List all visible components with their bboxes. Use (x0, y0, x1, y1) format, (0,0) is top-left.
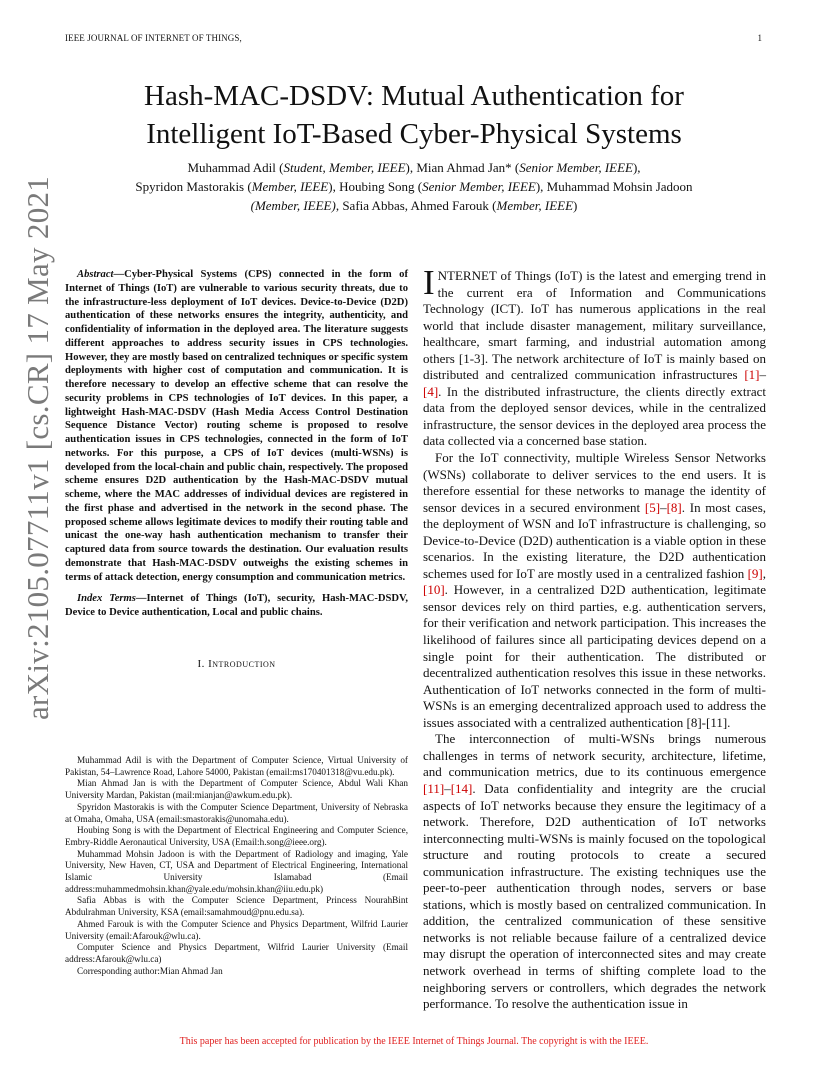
author-text: Muhammad Adil ( (187, 160, 284, 175)
citation-link[interactable]: [5] (644, 499, 661, 515)
citation-link[interactable]: [11] (423, 780, 445, 796)
citation-link[interactable]: [4] (423, 383, 439, 399)
paragraph-text: The interconnection of multi-WSNs brings numerous challenges in terms of network security, architecture, lifetime, and communication metrics, due to its continuous emergence (423, 731, 766, 780)
footnote: Muhammad Mohsin Jadoon is with the Department of Radiology and imaging, Yale University, New Haven, CT, USA and Department of Electrical Engineering, International Islamic University Islamabad (Email address:muhammedmohsin.khan@yale.edu/mohsin.khan@iiu.edu.pk) (65, 848, 408, 894)
author-text: ), Muhammad Mohsin Jadoon (535, 179, 693, 194)
section-number: I. (197, 657, 209, 670)
author-text: , Safia Abbas, Ahmed Farouk ( (335, 198, 497, 213)
paragraph-text: . In the distributed infrastructure, the clients directly extract data from the deployed sensor devices, while in the centralized infrastructure, the sensor devices in the deployed area process the data collected via a concerned base station. (423, 383, 766, 449)
citation-link[interactable]: [14] (450, 780, 473, 796)
paragraph-text: – (660, 499, 667, 515)
footnote: Houbing Song is with the Department of Electrical Engineering and Computer Science, Embry-Riddle Aeronautical University, USA (Email:h.song@ieee.org). (65, 825, 408, 847)
author-role: Senior Member, IEEE (519, 160, 633, 175)
citation-link[interactable]: [1] (744, 367, 760, 383)
author-list (80, 158, 748, 215)
citation-link[interactable]: [10] (423, 582, 445, 598)
publication-notice: This paper has been accepted for publication by the IEEE Internet of Things Journal. The copyright is with the IEEE. (179, 1036, 649, 1047)
intro-paragraph-2 (423, 450, 766, 731)
footnote: Ahmed Farouk is with the Computer Science and Physics Department, Wilfrid Laurier University (email:Afarouk@wlu.ca). (65, 918, 408, 941)
paper-title (60, 77, 768, 153)
footnote: Mian Ahmad Jan is with the Department of Computer Science, Abdul Wali Khan University Mardan, Pakistan (mail:mianjan@awkum.edu.pk). (65, 778, 408, 801)
left-column (65, 268, 408, 670)
intro-paragraph-3 (423, 731, 766, 1012)
author-text: ), Mian Ahmad Jan* ( (405, 160, 520, 175)
abstract (65, 268, 408, 584)
author-text: Spyridon Mastorakis ( (135, 179, 252, 194)
title-line-1: Hash-MAC-DSDV: Mutual Authentication for (144, 80, 684, 112)
author-footnotes (65, 755, 408, 977)
journal-header: IEEE JOURNAL OF INTERNET OF THINGS, (65, 33, 242, 43)
footnote: Corresponding author:Mian Ahmad Jan (77, 965, 223, 976)
paragraph-text: – (444, 780, 451, 796)
section-heading (65, 658, 408, 670)
paragraph-text: . Data confidentiality and integrity are the crucial aspects of IoT networks because they ensure the legitimacy of a network. Therefore, D2D authentication of IoT networks interconnecting multi-WSNs is mainly focused on the topological structure and routing protocols to create a secured communication infrastructure. The existing techniques use the peer-to-peer authentication through nodes, servers or base stations, which is mostly based on centralized communication. In addition, the centralized communication of these sensitive networks is not reliable because failure of a centralized device may disrupt the operation of interconnected sites and may create network overhead in terms of shifting complete load to the neighboring servers or controllers, which degrades the network performance. To resolve the authentication issue in (423, 780, 766, 1012)
abstract-label: Abstract (77, 269, 114, 280)
index-terms-text: —Internet of Things (IoT), security, Hash-MAC-DSDV, Device to Device authentication, Local and public chains. (65, 593, 408, 618)
footnote: Safia Abbas is with the Computer Science Department, Princess NourahBint Abdulrahman University, KSA (email:samahmoud@pnu.edu.sa). (65, 895, 408, 918)
author-text: ) (573, 198, 578, 213)
paragraph-text: For the IoT connectivity, multiple Wireless Sensor Networks (WSNs) collaborate to deliver services to the end users. It is therefore essential for these networks to manage the identity of sensor devices in a secured environment (423, 450, 766, 515)
index-terms-label: Index Terms (77, 593, 136, 605)
footnote: Muhammad Adil is with the Department of Computer Science, Virtual University of Pakistan, 54–Lawrence Road, Lahore 54000, Pakistan (email:ms170401318@vu.edu.pk). (65, 755, 408, 777)
dropcap: I (423, 263, 435, 302)
author-role: Member, IEEE (496, 198, 574, 213)
author-role: (Member, IEEE) (250, 198, 336, 213)
right-column (423, 263, 766, 1013)
index-terms (65, 592, 408, 620)
citation-link[interactable]: [8] (666, 499, 682, 515)
footnote: Computer Science and Physics Department, Wilfrid Laurier University (Email address:Afarouk@wlu.ca) (65, 942, 408, 964)
author-text: ), (632, 160, 641, 175)
paragraph-text: , (762, 565, 766, 581)
author-role: Member, IEEE (251, 179, 329, 194)
section-title: Introduction (208, 657, 276, 670)
abstract-text: —Cyber-Physical Systems (CPS) connected in the form of Internet of Things (IoT) are vulnerable to various security threats, due to the infrastructure-less deployment of IoT devices. Device-to-Device (D2D) authentication of these networks ensures the integrity, authenticity, and confidentiality of information in the deployed area. The literature suggests different approaches to address security issues in CPS technologies. However, they are mostly based on centralized techniques or specific system deployments with higher cost of computation and communication. It is therefore necessary to develop an effective scheme that can resolve the security problems in CPS technologies of IoT devices. In this paper, a lightweight Hash-MAC-DSDV (Hash Media Access Control Destination Sequence Distance Vector) routing scheme is proposed to resolve authentication issues in CPS technologies, connected in the form of IoT networks. For this purpose, a CPS of IoT devices (multi-WSNs) is developed from the local-chain and public chain, respectively. The proposed scheme ensures D2D authentication by the Hash-MAC-DSDV mutual scheme, where the MAC addresses of individual devices are registered in the first phase and advertised in the network in the second phase. The proposed scheme allows legitimate devices to modify their routing table and unicast the one-way hash authentication mechanism to transfer their captured data from source towards the destination. Our evaluation results demonstrate that Hash-MAC-DSDV outweighs the existing schemes in terms of attack detection, energy consumption and communication metrics. (65, 269, 408, 583)
arxiv-stamp: arXiv:2105.07711v1 [cs.CR] 17 May 2021 (20, 175, 55, 720)
title-line-2: Intelligent IoT-Based Cyber-Physical Systems (146, 118, 682, 150)
paragraph-text: . In most cases, the deployment of WSN and IoT infrastructure is challenging, so Device-to-Device (D2D) authentication is a viable option in these scenarios. In the existing literature, the D2D authentication schemes used for IoT are mostly used in a centralized fashion (423, 499, 766, 581)
paragraph-text: NTERNET of Things (IoT) is the latest and emerging trend in the current era of Information and Communications Technology (ICT). IoT has numerous applications in the real world that include disaster management, military surveillance, healthcare, smart farming, and industrial automation among others [1-3]. The network architecture of IoT is mainly based on distributed and centralized communication infrastructures (423, 268, 766, 383)
paragraph-text: . However, in a centralized D2D authentication, legitimate sensor devices rely on third parties, e.g. authentication servers, for their verification and network participation. This increases the likelihood of failures since all participating devices depend on a single point for their authentication. The distributed or decentralized authentication resolves this issue in these networks. Authentication of IoT networks connected in the form of multi-WSNs is an emerging decentralized approach used to address the issues associated with a centralized authentication [8]-[11]. (423, 582, 766, 730)
author-role: Senior Member, IEEE (422, 179, 536, 194)
author-role: Student, Member, IEEE (283, 160, 406, 175)
intro-paragraph-1 (423, 263, 766, 450)
citation-link[interactable]: [9] (747, 565, 763, 581)
author-text: ), Houbing Song ( (328, 179, 423, 194)
page-number: 1 (757, 33, 762, 43)
paragraph-text: – (759, 367, 766, 383)
footnote: Spyridon Mastorakis is with the Computer Science Department, University of Nebraska at Omaha, Omaha, USA (email:smastorakis@unomaha.edu). (65, 801, 408, 824)
